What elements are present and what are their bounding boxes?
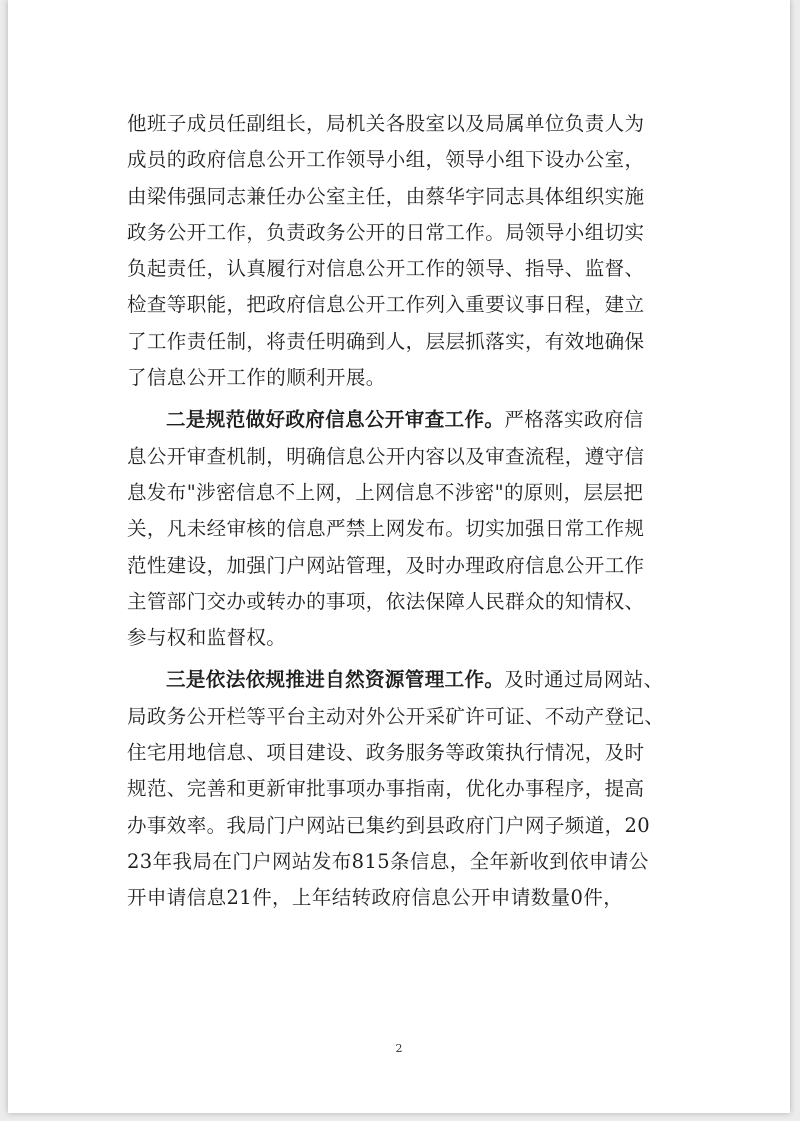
text-line: 检查等职能，把政府信息公开工作列入重要议事日程，建立 xyxy=(127,293,645,317)
text-line: 范性建设，加强门户网站管理，及时办理政府信息公开工作 xyxy=(127,553,645,577)
text-line: 开申请信息21件，上年结转政府信息公开申请数量0件， xyxy=(127,886,624,910)
text-line: 政务公开工作，负责政务公开的日常工作。局领导小组切实 xyxy=(127,220,645,244)
text-line xyxy=(127,662,697,698)
text-line: 了信息公开工作的顺利开展。 xyxy=(127,366,386,390)
text-line: 成员的政府信息公开工作领导小组，领导小组下设办公室， xyxy=(127,148,645,172)
document-body xyxy=(127,106,697,917)
text-line: 了工作责任制，将责任明确到人，层层抓落实，有效地确保 xyxy=(127,329,645,353)
text-line xyxy=(127,402,697,438)
text-line: 参与权和监督权。 xyxy=(127,626,287,650)
text-line: 关，凡未经审核的信息严禁上网发布。切实加强日常工作规 xyxy=(127,517,645,541)
paragraph-lead-rest: 及时通过局网站、 xyxy=(504,668,664,692)
text-line: 由梁伟强同志兼任办公室主任，由蔡华宇同志具体组织实施 xyxy=(127,184,645,208)
text-line: 办事效率。我局门户网站已集约到县政府门户网子频道，20 xyxy=(127,813,651,837)
text-line: 负起责任，认真履行对信息公开工作的领导、指导、监督、 xyxy=(127,257,645,281)
page-number: 2 xyxy=(395,1042,403,1055)
text-line: 息发布"涉密信息不上网，上网信息不涉密"的原则，层层把 xyxy=(127,480,644,504)
text-line: 住宅用地信息、项目建设、政务服务等政策执行情况，及时 xyxy=(127,741,645,765)
paragraph-resource-management xyxy=(127,662,697,916)
text-line: 主管部门交办或转办的事项，依法保障人民群众的知情权、 xyxy=(127,589,645,613)
text-line: 23年我局在门户网站发布815条信息，全年新收到依申请公 xyxy=(127,849,649,873)
text-line: 规范、完善和更新审批事项办事指南，优化办事程序，提高 xyxy=(127,777,645,801)
paragraph-review-work xyxy=(127,402,697,656)
text-line: 息公开审查机制，明确信息公开内容以及审查流程，遵守信 xyxy=(127,444,645,468)
text-line: 局政务公开栏等平台主动对外公开采矿许可证、不动产登记、 xyxy=(127,704,665,728)
paragraph-lead-rest: 严格落实政府信 xyxy=(504,408,644,432)
text-line: 他班子成员任副组长，局机关各股室以及局属单位负责人为 xyxy=(127,112,645,135)
paragraph-lead: 三是依法依规推进自然资源管理工作。 xyxy=(166,668,505,692)
document-page xyxy=(8,0,790,1113)
paragraph-lead: 二是规范做好政府信息公开审查工作。 xyxy=(166,408,505,432)
paragraph-leadership xyxy=(127,106,697,396)
